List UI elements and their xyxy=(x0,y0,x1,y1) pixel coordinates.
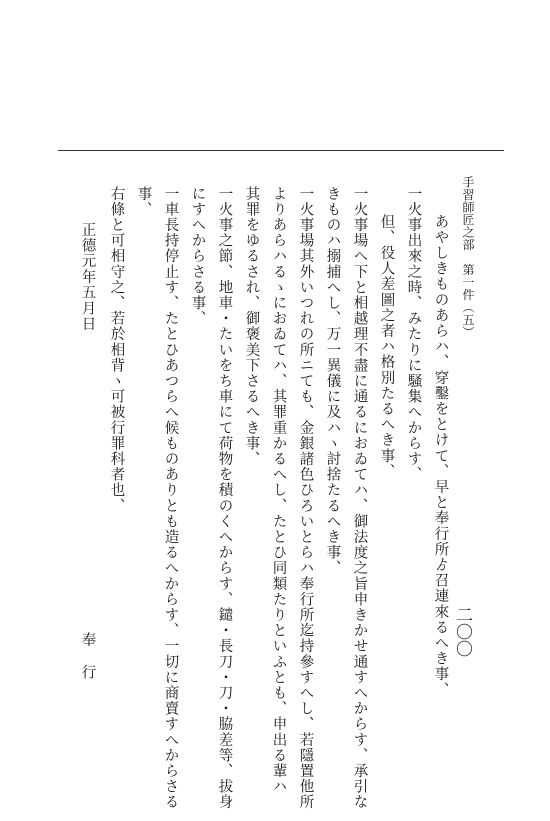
text-column: 一火事場へ下と相越理不盡に通るにおゐてハ、御法度之旨申きかせ通すへからす、承引な xyxy=(351,186,368,810)
page-number: 二〇〇 xyxy=(452,606,472,657)
text-column: 事、 xyxy=(135,186,152,218)
text-column: きものハ搦捕へし、万一異儀に及ハヽ討捨たるへき事、 xyxy=(324,186,341,576)
date-line: 正德元年五月日 xyxy=(79,222,96,332)
text-column: 一火事出來之時、みたりに騒集へからす、 xyxy=(405,186,422,483)
header-rule xyxy=(58,150,504,151)
text-column: あやしきものあらハ、穿鑿をとけて、早と奉行所ゟ召連來るへき事、 xyxy=(432,214,449,698)
official-title: 奉行 xyxy=(79,632,96,697)
text-column: 其罪をゆるされ、御褒美下さるへき事、 xyxy=(243,186,260,467)
text-column: よりあらハるゝにおゐてハ、其罪重かるへし、たとひ同類たりといふとも、申出る輩ハ xyxy=(270,186,287,795)
page-header: 手習師匠之部 第一件（五） xyxy=(461,176,475,339)
text-column: 一火事之節、地車・たいをち車にて荷物を積のくへからす、鑓・長刀・刀・脇差等、拔身 xyxy=(216,186,233,810)
text-column: 一火事場其外いつれの所ニても、金銀諸色ひろいとらハ奉行所迄持參すへし、若隱置他所 xyxy=(297,186,314,810)
text-column: にすへからさる事、 xyxy=(189,186,206,327)
text-column: 一車長持停止す、たとひあつらへ候ものありとも造るへからす、一切に商賣すへからさる xyxy=(162,186,179,810)
text-column: 但、役人差圖之者ハ格別たるへき事、 xyxy=(378,214,395,480)
text-column: 右條と可相守之、若於相背ヽ可被行罪科者也、 xyxy=(108,186,125,514)
